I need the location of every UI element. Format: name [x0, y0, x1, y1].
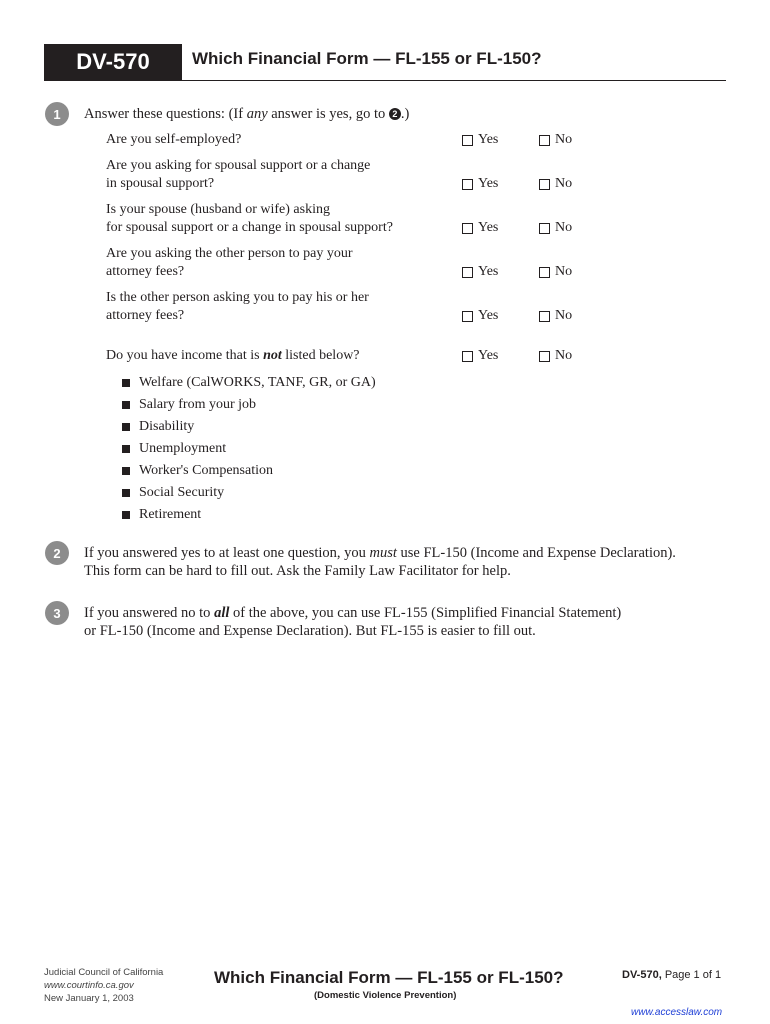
yes-label: Yes	[478, 132, 499, 147]
question-line: attorney fees?	[106, 308, 185, 323]
no-label: No	[555, 348, 573, 363]
text-prefix: If you answered yes to at least one question, you	[84, 545, 370, 561]
yes-label: Yes	[478, 308, 499, 323]
checkbox-icon	[462, 179, 473, 190]
footer-form-ref: DV-570,	[622, 969, 662, 981]
bullet-icon	[122, 445, 130, 453]
bullet-icon	[122, 467, 130, 475]
checkbox-icon	[462, 311, 473, 322]
section-2-line-2: This form can be hard to fill out. Ask the Family Law Facilitator for help.	[84, 563, 511, 579]
question-suffix: listed below?	[281, 348, 360, 363]
q5-yes-checkbox[interactable]	[462, 308, 498, 324]
section-3-line-1	[84, 604, 724, 622]
question-prefix: Do you have income that is	[106, 348, 264, 363]
step-3-marker: 3	[45, 601, 69, 625]
list-item	[122, 372, 376, 394]
text-suffix: use FL-150 (Income and Expense Declaration).	[396, 545, 676, 561]
step-2-ref-icon: 2	[389, 108, 401, 120]
form-id-badge: DV-570	[44, 44, 182, 80]
list-item	[122, 438, 376, 460]
question-spouse-asking-support	[106, 201, 446, 237]
no-label: No	[555, 308, 573, 323]
step-1-marker: 1	[45, 102, 69, 126]
list-item-label: Salary from your job	[139, 397, 257, 412]
list-item-label: Welfare (CalWORKS, TANF, GR, or GA)	[139, 375, 376, 390]
question-you-pay-fees	[106, 289, 426, 325]
intro-suffix: .)	[400, 106, 410, 122]
checkbox-icon	[539, 135, 550, 146]
checkbox-icon	[462, 223, 473, 234]
q3-yes-checkbox[interactable]	[462, 220, 498, 236]
q1-yes-checkbox[interactable]	[462, 132, 498, 148]
footer-date: New January 1, 2003	[44, 993, 134, 1004]
intro-mid: answer is yes, go to	[267, 106, 389, 122]
checkbox-icon	[539, 311, 550, 322]
section-3-line-2: or FL-150 (Income and Expense Declaration). But FL-155 is easier to fill out.	[84, 623, 536, 639]
question-line: Are you asking for spousal support or a change	[106, 158, 371, 173]
no-label: No	[555, 264, 573, 279]
text-suffix: of the above, you can use FL-155 (Simplified Financial Statement)	[229, 605, 622, 621]
footer-page: Page 1 of 1	[664, 969, 722, 981]
checkbox-icon	[539, 179, 550, 190]
bullet-icon	[122, 489, 130, 497]
q4-no-checkbox[interactable]	[539, 264, 572, 280]
checkbox-icon	[539, 223, 550, 234]
no-label: No	[555, 176, 573, 191]
q6-yes-checkbox[interactable]	[462, 348, 498, 364]
intro-prefix: Answer these questions: (If	[84, 106, 247, 122]
header-divider	[44, 80, 726, 81]
list-item	[122, 460, 376, 482]
question-other-income	[106, 347, 426, 365]
question-emphasis: not	[263, 348, 282, 363]
step-2-marker: 2	[45, 541, 69, 565]
yes-label: Yes	[478, 264, 499, 279]
no-label: No	[555, 132, 573, 147]
income-types-list	[122, 372, 376, 526]
text-prefix: If you answered no to	[84, 605, 215, 621]
question-line: Are you self-employed?	[106, 132, 242, 147]
question-line: Is the other person asking you to pay his or her	[106, 290, 369, 305]
accesslaw-link[interactable]: www.accesslaw.com	[631, 1007, 723, 1018]
no-label: No	[555, 220, 573, 235]
question-line: Are you asking the other person to pay your	[106, 246, 353, 261]
question-line: in spousal support?	[106, 176, 215, 191]
yes-label: Yes	[478, 348, 499, 363]
question-spousal-support	[106, 157, 426, 193]
list-item-label: Unemployment	[139, 441, 227, 456]
footer-page-number	[622, 969, 721, 981]
checkbox-icon	[539, 351, 550, 362]
yes-label: Yes	[478, 176, 499, 191]
list-item-label: Worker's Compensation	[139, 463, 273, 478]
q2-yes-checkbox[interactable]	[462, 176, 498, 192]
q4-yes-checkbox[interactable]	[462, 264, 498, 280]
list-item	[122, 482, 376, 504]
bullet-icon	[122, 423, 130, 431]
question-line: for spousal support or a change in spousal support?	[106, 220, 393, 235]
intro-emphasis: any	[246, 106, 268, 122]
bullet-icon	[122, 379, 130, 387]
footer-org: Judicial Council of California	[44, 967, 164, 978]
question-line: attorney fees?	[106, 264, 185, 279]
list-item	[122, 416, 376, 438]
list-item-label: Retirement	[139, 507, 202, 522]
checkbox-icon	[462, 135, 473, 146]
question-line: Is your spouse (husband or wife) asking	[106, 202, 330, 217]
footer-website: www.courtinfo.ca.gov	[44, 980, 134, 991]
page-title: Which Financial Form — FL-155 or FL-150?	[192, 49, 542, 68]
q6-no-checkbox[interactable]	[539, 348, 572, 364]
list-item-label: Disability	[139, 419, 195, 434]
checkbox-icon	[539, 267, 550, 278]
q3-no-checkbox[interactable]	[539, 220, 572, 236]
text-emphasis: all	[214, 605, 230, 621]
q5-no-checkbox[interactable]	[539, 308, 572, 324]
text-emphasis: must	[369, 545, 397, 561]
list-item	[122, 394, 376, 416]
question-self-employed	[106, 131, 426, 149]
checkbox-icon	[462, 267, 473, 278]
bullet-icon	[122, 401, 130, 409]
section-3-text	[84, 604, 724, 640]
list-item-label: Social Security	[139, 485, 225, 500]
q1-no-checkbox[interactable]	[539, 132, 572, 148]
footer-org-info	[44, 966, 163, 1005]
list-item	[122, 504, 376, 526]
section-2-text	[84, 544, 724, 580]
bullet-icon	[122, 511, 130, 519]
q2-no-checkbox[interactable]	[539, 176, 572, 192]
checkbox-icon	[462, 351, 473, 362]
footer-title: Which Financial Form — FL-155 or FL-150?	[214, 968, 564, 987]
question-other-pay-fees	[106, 245, 426, 281]
yes-label: Yes	[478, 220, 499, 235]
section-1-intro	[84, 105, 409, 123]
footer-subtitle: (Domestic Violence Prevention)	[314, 990, 457, 1001]
section-2-line-1	[84, 544, 724, 562]
